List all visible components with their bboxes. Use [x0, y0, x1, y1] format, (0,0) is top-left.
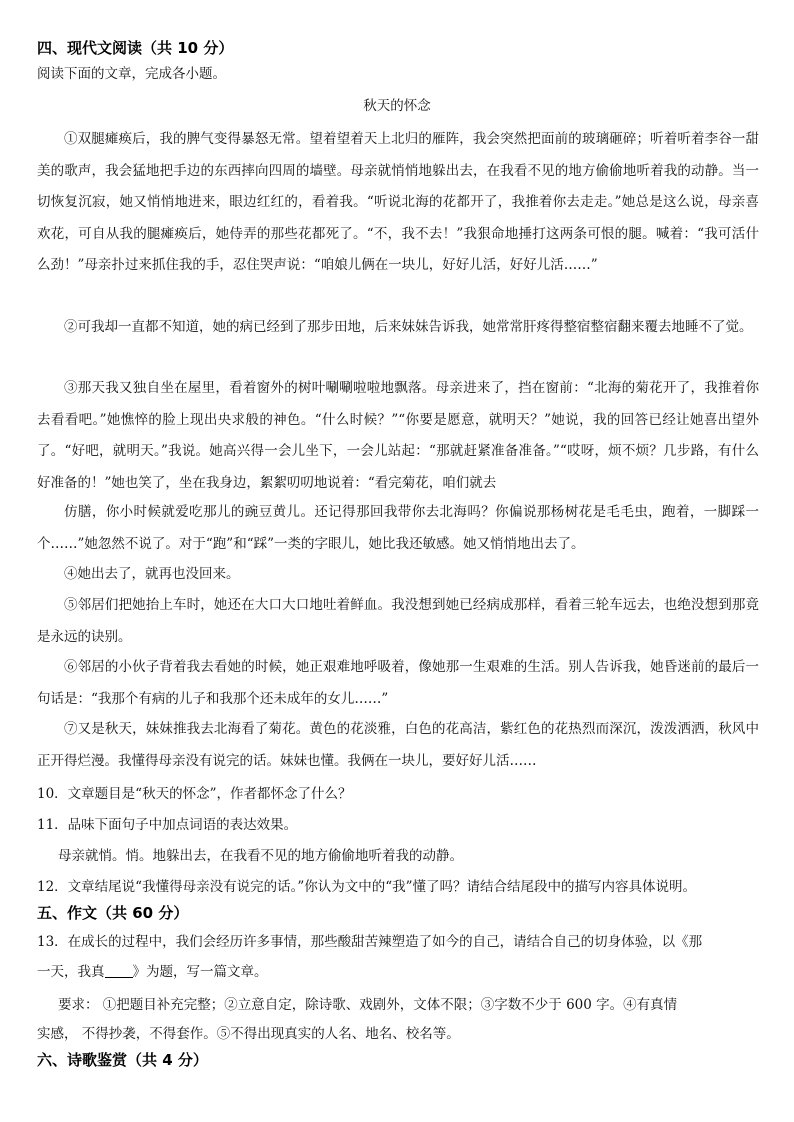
question-13-prompt-start: 一天，我真: [37, 964, 105, 980]
article-paragraph-4: ④她出去了，就再也没回来。: [64, 566, 240, 582]
question-10: 10．文章题目是“秋天的怀念”，作者都怀念了什么？: [37, 786, 352, 802]
article-paragraph-2: ②可我却一直都不知道，她的病已经到了那步田地，后来妹妹告诉我，她常常肝疼得整宿整宿翻来覆去地睡不了觉。: [64, 319, 753, 335]
article-paragraph-7: ⑦又是秋天，妹妹推我去北海看了菊花。黄色的花淡雅，白色的花高洁，紫红色的花热烈而深沉，泼泼洒洒，秋风中正开得烂漫。我懂得母亲没有说完的话。妹妹也懂。我俩在一块儿，要好好儿活……: [37, 721, 759, 769]
title-blank: [105, 963, 133, 978]
question-11-sentence: 母亲就悄。悄。地躲出去，在我看不见的地方偷偷地听着我的动静。: [58, 848, 463, 864]
article-paragraph-3: ③那天我又独自坐在屋里，看着窗外的树叶唰唰啦啦地飘落。母亲进来了，挡在窗前：“北海的菊花开了，我推着你去看看吧。”她憔悴的脸上现出央求般的神色。“什么时候？”“你要是愿意，就明天？”她说，我的回答已经让她喜出望外了。“好吧，就明天。”我说。她高兴得一会儿坐下，一会儿站起：“那就赶紧准备准备。”“哎呀，烦不烦？几步路，有什么好准备的！”她也笑了，坐在我身边，絮絮叨叨地说着：“看完菊花，咱们就去: [37, 380, 759, 491]
article-paragraph-3-continued: 仿膳，你小时候就爱吃那儿的豌豆黄儿。还记得那回我带你去北海吗？你偏说那杨树花是毛毛虫，跑着，一脚踩一个……”她忽然不说了。对于“跑”和“踩”一类的字眼儿，她比我还敏感。她又悄悄地出去了。: [37, 504, 759, 552]
question-11: 11．品味下面句子中加点词语的表达效果。: [37, 817, 298, 833]
article-paragraph-5: ⑤邻居们把她抬上车时，她还在大口大口地吐着鲜血。我没想到她已经病成那样，看着三轮车远去，也绝没想到那竟是永远的诀别。: [37, 597, 759, 645]
question-12: 12．文章结尾说“我懂得母亲没有说完的话。”你认为文中的“我”懂了吗？请结合结尾段中的描写内容具体说明。: [37, 879, 697, 895]
reading-instruction: 阅读下面的文章，完成各小题。: [37, 66, 226, 82]
section-5-heading: 五、作文（共 60 分）: [37, 904, 189, 922]
essay-requirements-line-1: 要求： ①把题目补充完整；②立意自定，除诗歌、戏剧外，文体不限；③字数不少于 600 字。④有真情: [58, 997, 678, 1013]
article-paragraph-1: ①双腿瘫痪后，我的脾气变得暴怒无常。望着望着天上北归的雁阵，我会突然把面前的玻璃砸碎；听着听着李谷一甜美的歌声，我会猛地把手边的东西摔向四周的墙壁。母亲就悄悄地躲出去，在我看不见的地方偷偷地听着我的动静。当一切恢复沉寂，她又悄悄地进来，眼边红红的，看着我。“听说北海的花都开了，我推着你去走走。”她总是这么说，母亲喜欢花，可自从我的腿瘫痪后，她侍弄的那些花都死了。“不，我不去！”我狠命地捶打这两条可恨的腿。喊着：“我可活什么劲！”母亲扑过来抓住我的手，忍住哭声说：“咱娘儿俩在一块儿，好好儿活，好好儿活……”: [37, 131, 759, 273]
article-title: 秋天的怀念: [363, 98, 431, 114]
essay-requirements-line-2: 实感， 不得抄袭，不得套作。⑤不得出现真实的人名、地名、校名等。: [37, 1026, 460, 1042]
question-13-line-1: 13．在成长的过程中，我们会经历许多事情，那些酸甜苦辣塑造了如今的自己，请结合自己的切身体验，以《那: [37, 934, 703, 950]
section-6-heading: 六、诗歌鉴赏（共 4 分）: [37, 1051, 208, 1069]
question-13-line-2: [37, 962, 767, 982]
article-paragraph-6: ⑥邻居的小伙子背着我去看她的时候，她正艰难地呼吸着，像她那一生艰难的生活。别人告诉我，她昏迷前的最后一句话是：“我那个有病的儿子和我那个还未成年的女儿……”: [37, 659, 759, 707]
question-13-prompt-end: 》为题，写一篇文章。: [132, 964, 268, 980]
section-4-heading: 四、现代文阅读（共 10 分）: [37, 39, 234, 57]
